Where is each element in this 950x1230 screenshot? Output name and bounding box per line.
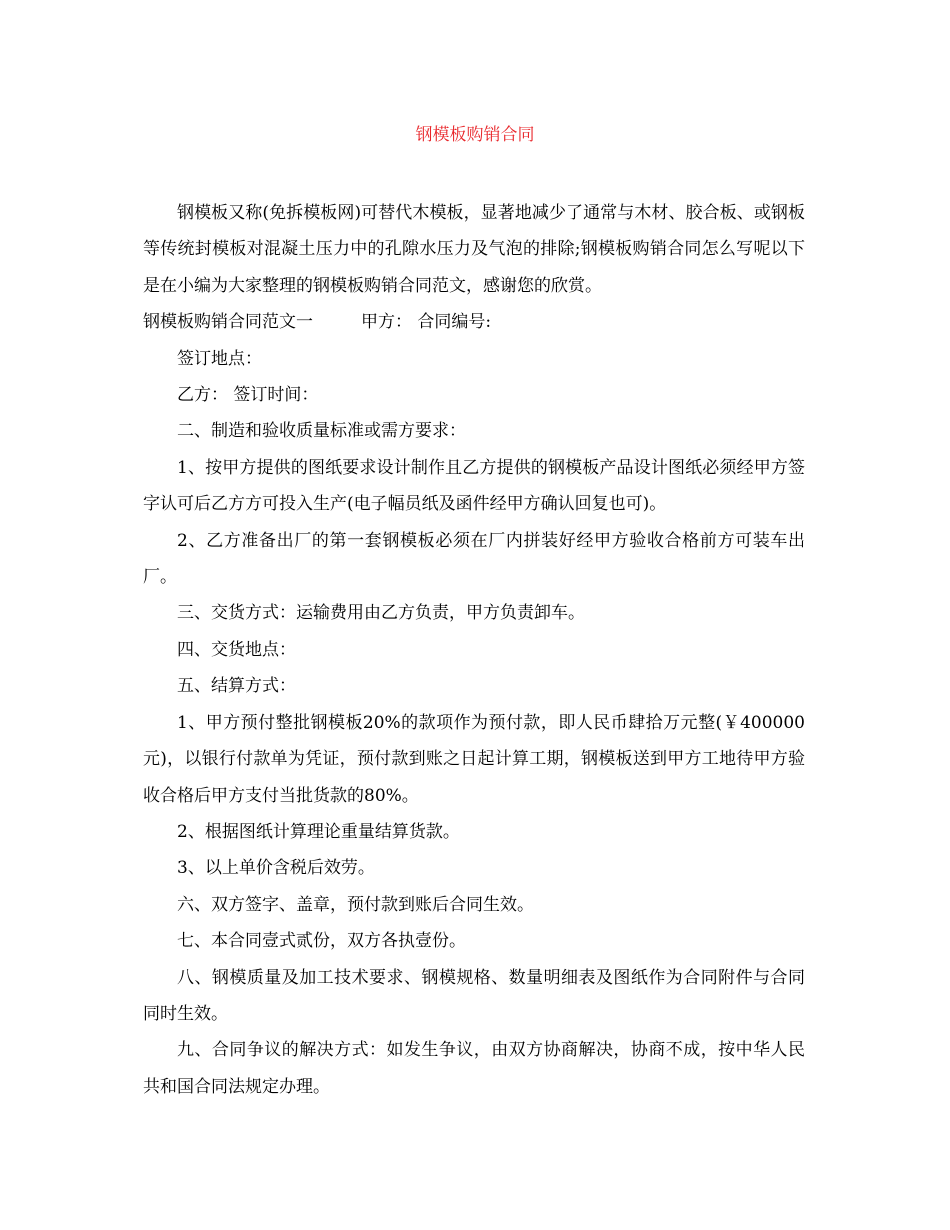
template-heading: 钢模板购销合同范文一	[143, 312, 313, 333]
section-two-item-2: 2、乙方准备出厂的第一套钢模板必须在厂内拼装好经甲方验收合格前方可装车出厂。	[143, 530, 805, 588]
section-seven: 七、本合同壹式贰份，双方各执壹份。	[177, 931, 466, 952]
section-six: 六、双方签字、盖章，预付款到账后合同生效。	[177, 894, 534, 915]
section-five-item-2: 2、根据图纸计算理论重量结算货款。	[177, 821, 460, 842]
signing-place: 签订地点：	[177, 348, 262, 369]
party-a-contract-number: 甲方： 合同编号:	[361, 312, 492, 333]
intro-paragraph: 钢模板又称(免拆模板网)可替代木模板，显著地减少了通常与木材、胶合板、或钢板等传统封模板对混凝土压力中的孔隙水压力及气泡的排除;钢模板购销合同怎么写呢以下是在小编为大家整理的钢模板购销合同范文，感谢您的欣赏。	[143, 203, 805, 296]
section-eight: 八、钢模质量及加工技术要求、钢模规格、数量明细表及图纸作为合同附件与合同同时生效。	[143, 967, 805, 1024]
party-b-signing-time: 乙方： 签订时间：	[177, 385, 319, 406]
section-three: 三、交货方式：运输费用由乙方负责，甲方负责卸车。	[177, 603, 585, 624]
section-five-item-3: 3、以上单价含税后效劳。	[177, 858, 375, 879]
section-two-heading: 二、制造和验收质量标准或需方要求：	[177, 421, 466, 442]
document-title: 钢模板购销合同	[415, 125, 535, 145]
section-five-item-1: 1、甲方预付整批钢模板20%的款项作为预付款，即人民币肆拾万元整(￥400000元)，以银行付款单为凭证，预付款到账之日起计算工期，钢模板送到甲方工地待甲方验收合格后甲方支付当批货款的80%。	[143, 712, 805, 806]
heading-line	[143, 304, 805, 340]
section-nine: 九、合同争议的解决方式：如发生争议，由双方协商解决，协商不成，按中华人民共和国合同法规定办理。	[143, 1040, 805, 1097]
section-five-heading: 五、结算方式：	[177, 676, 296, 697]
section-two-item-1: 1、按甲方提供的图纸要求设计制作且乙方提供的钢模板产品设计图纸必须经甲方签字认可后乙方方可投入生产(电子幅员纸及函件经甲方确认回复也可)。	[143, 457, 805, 515]
section-four: 四、交货地点：	[177, 639, 296, 660]
document-body	[143, 195, 805, 1105]
